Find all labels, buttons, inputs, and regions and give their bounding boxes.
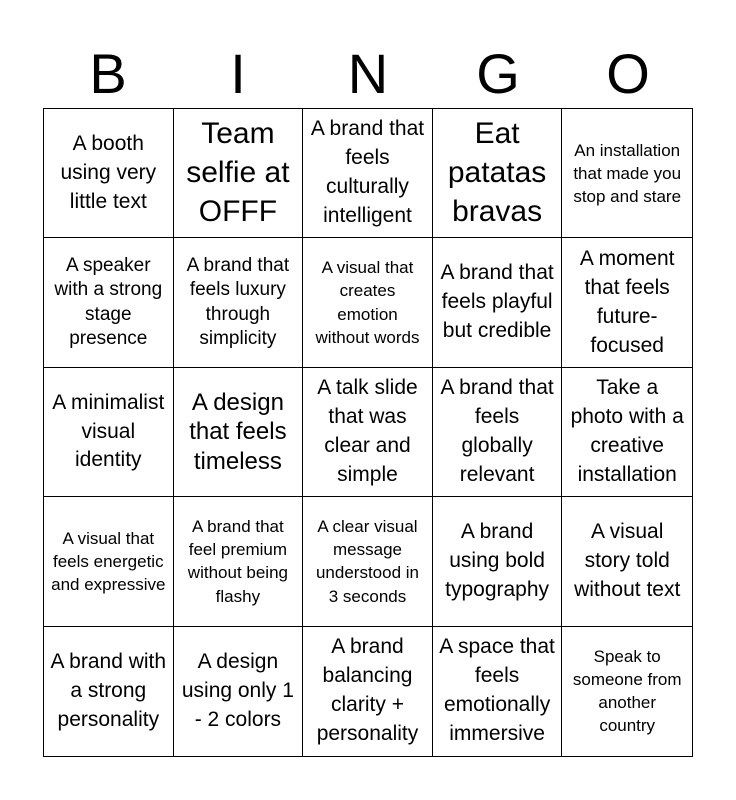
header-letter-g: G	[476, 42, 520, 105]
bingo-cell[interactable]	[303, 497, 433, 626]
cell-text: A design using only 1 - 2 colors	[181, 649, 294, 731]
bingo-cell[interactable]	[562, 238, 692, 367]
cell-text: A visual that creates emotion without words	[315, 258, 420, 347]
cell-text: Team selfie at OFFF	[186, 117, 290, 228]
header-letter-n: N	[347, 42, 389, 105]
cell-text: A minimalist visual identity	[52, 390, 165, 472]
bingo-cell[interactable]	[174, 368, 304, 497]
cell-text: A clear visual message understood in 3 seconds	[315, 517, 419, 606]
header-letter-o: O	[606, 42, 650, 105]
cell-text: A visual story told without text	[574, 519, 681, 601]
bingo-cell[interactable]	[562, 368, 692, 497]
cell-text: A design that feels timeless	[189, 389, 287, 475]
cell-text: A brand with a strong personality	[50, 649, 167, 731]
bingo-cell[interactable]	[174, 497, 304, 626]
cell-text: Eat patatas bravas	[447, 117, 547, 228]
header-letter-b: B	[89, 42, 127, 105]
bingo-cell[interactable]	[44, 368, 174, 497]
bingo-cell[interactable]	[433, 627, 563, 756]
bingo-header	[43, 40, 693, 108]
bingo-cell[interactable]	[433, 497, 563, 626]
bingo-board	[43, 108, 693, 757]
cell-text: A visual that feels energetic and expressive	[51, 528, 166, 594]
bingo-cell[interactable]	[174, 109, 304, 238]
cell-text: A space that feels emotionally immersive	[439, 635, 555, 746]
cell-text: A brand that feels globally relevant	[440, 376, 554, 486]
bingo-cell[interactable]	[562, 627, 692, 756]
cell-text: A talk slide that was clear and simple	[317, 376, 418, 486]
cell-text: A brand balancing clarity + personality	[316, 635, 419, 746]
bingo-cell[interactable]	[562, 497, 692, 626]
bingo-cell[interactable]	[44, 238, 174, 367]
cell-text: A speaker with a strong stage presence	[54, 254, 163, 349]
bingo-cell[interactable]	[174, 627, 304, 756]
cell-text: A brand that feels luxury through simplicity	[186, 254, 290, 349]
cell-text: A booth using very little text	[60, 131, 157, 213]
cell-text: A brand that feels culturally intelligent	[310, 117, 425, 228]
bingo-cell[interactable]	[433, 238, 563, 367]
bingo-cell[interactable]	[44, 109, 174, 238]
bingo-cell[interactable]	[303, 627, 433, 756]
bingo-cell[interactable]	[303, 368, 433, 497]
cell-text: A brand that feel premium without being flashy	[187, 517, 288, 606]
cell-text: Speak to someone from another country	[572, 647, 682, 736]
bingo-cell[interactable]	[303, 109, 433, 238]
bingo-cell[interactable]	[44, 627, 174, 756]
cell-text: An installation that made you stop and stare	[573, 140, 682, 206]
bingo-cell[interactable]	[433, 109, 563, 238]
bingo-cell[interactable]	[562, 109, 692, 238]
cell-text: Take a photo with a creative installation	[570, 376, 684, 486]
cell-text: A brand using bold typography	[445, 519, 550, 601]
bingo-cell[interactable]	[433, 368, 563, 497]
header-letter-i: I	[230, 42, 246, 105]
bingo-cell[interactable]	[303, 238, 433, 367]
cell-text: A brand that feels playful but credible	[440, 261, 554, 343]
cell-text: A moment that feels future-focused	[579, 246, 675, 357]
bingo-cell[interactable]	[174, 238, 304, 367]
bingo-cell[interactable]	[44, 497, 174, 626]
